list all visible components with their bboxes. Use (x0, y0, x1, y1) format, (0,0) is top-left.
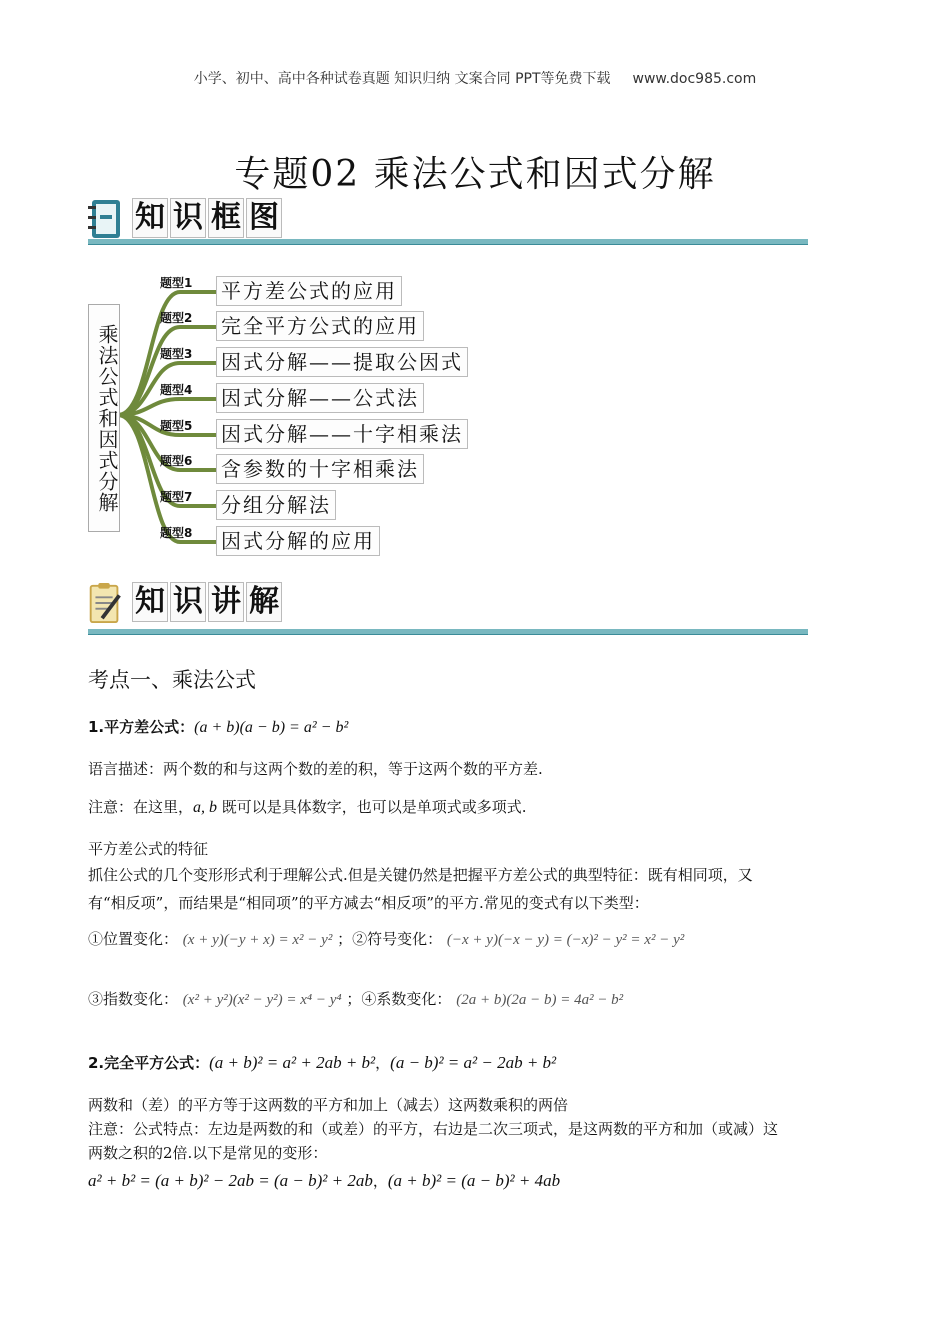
mindmap-leaf: 因式分解——提取公因式 (216, 347, 468, 377)
clipboard-pen-icon (88, 582, 122, 624)
v3-formula: (x² + y²)(x² − y²) = x⁴ − y⁴ (182, 992, 342, 1008)
section-rule (88, 629, 808, 635)
section-heading-char: 识 (170, 582, 206, 622)
mindmap-tag: 题型6 (160, 454, 193, 468)
formula2-sep: ， (375, 1054, 391, 1072)
section-heading-char: 讲 (208, 582, 244, 622)
mindmap-tag: 题型5 (160, 419, 193, 433)
v2-label: ；②符号变化： (337, 930, 443, 948)
note2-line-1: 注意：公式特点：左边是两数的和（或差）的平方，右边是二次三项式，是这两数的平方和加（或减）这 (88, 1120, 779, 1138)
section-heading-char: 知 (132, 198, 168, 238)
section-heading-char: 识 (170, 198, 206, 238)
mindmap-tag: 题型2 (160, 311, 193, 325)
mindmap-leaf: 平方差公式的应用 (216, 276, 402, 306)
page-title: 专题02 乘法公式和因式分解 (234, 154, 716, 195)
formula2a: (a + b)² = a² + 2ab + b² (209, 1053, 376, 1072)
v3-label: ③指数变化： (88, 990, 179, 1008)
formula1-line (88, 716, 348, 737)
feature-title: 平方差公式的特征 (88, 840, 209, 858)
v2-formula: (−x + y)(−x − y) = (−x)² − y² = x² − y² (446, 932, 685, 948)
formula2-label: 2.完全平方公式： (88, 1054, 210, 1072)
section-heading-char: 解 (246, 582, 282, 622)
formula3-sep: ， (372, 1172, 388, 1190)
note1-a: 注意：在这里， (88, 798, 194, 816)
feature-line-1: 抓住公式的几个变形形式利于理解公式.但是关键仍然是把握平方差公式的典型特征：既有相同项，又 (88, 866, 753, 884)
mindmap-leaf: 因式分解——公式法 (216, 383, 424, 413)
mindmap-tag: 题型7 (160, 490, 193, 504)
feature-line-2: 有“相反项”，而结果是“相同项”的平方减去“相反项”的平方.常见的变式有以下类型： (88, 894, 649, 912)
notebook-icon (88, 198, 122, 240)
mindmap-root: 乘法公式和因式分解 (88, 304, 120, 532)
section-heading-char: 图 (246, 198, 282, 238)
note2-line-2: 两数之积的2倍.以下是常见的变形： (88, 1144, 328, 1162)
variation-row-1 (88, 928, 684, 949)
note1 (88, 796, 527, 817)
v4-label: ；④系数变化： (346, 990, 452, 1008)
header-url[interactable]: www.doc985.com (632, 71, 757, 87)
mindmap-tag: 题型8 (160, 526, 193, 540)
mindmap-leaf: 因式分解——十字相乘法 (216, 419, 468, 449)
mindmap-tag: 题型1 (160, 276, 193, 290)
kp1-heading: 考点一、乘法公式 (88, 668, 256, 692)
formula3b: (a + b)² = (a − b)² + 4ab (387, 1171, 561, 1190)
formula3-line (88, 1170, 560, 1191)
mindmap-leaf: 分组分解法 (216, 490, 336, 520)
v1-formula: (x + y)(−y + x) = x² − y² (182, 932, 333, 948)
section-heading-explanation (88, 582, 388, 630)
formula2b: (a − b)² = a² − 2ab + b² (390, 1053, 557, 1072)
v4-formula: (2a + b)(2a − b) = 4a² − b² (456, 992, 624, 1008)
desc2: 两数和（差）的平方等于这两数的平方和加上（减去）这两数乘积的两倍 (88, 1096, 569, 1114)
formula1: (a + b)(a − b) = a² − b² (194, 719, 349, 736)
section-rule (88, 239, 808, 245)
mindmap-leaf: 因式分解的应用 (216, 526, 380, 556)
mindmap-leaf: 完全平方公式的应用 (216, 311, 424, 341)
mindmap-tag: 题型3 (160, 347, 193, 361)
page-header (0, 68, 950, 88)
desc1: 语言描述：两个数的和与这两个数的差的积，等于这两个数的平方差. (88, 760, 543, 778)
formula1-label: 1.平方差公式： (88, 718, 195, 736)
mindmap-tag: 题型4 (160, 383, 193, 397)
formula3a: a² + b² = (a + b)² − 2ab = (a − b)² + 2ab (88, 1171, 373, 1190)
v1-label: ①位置变化： (88, 930, 179, 948)
note1-math: a, b (193, 799, 218, 816)
note1-b: 既可以是具体数字，也可以是单项式或多项式. (221, 798, 527, 816)
formula2-line (88, 1052, 556, 1073)
header-text: 小学、初中、高中各种试卷真题 知识归纳 文案合同 PPT等免费下载 (193, 71, 611, 87)
variation-row-2 (88, 988, 623, 1009)
mindmap-leaf: 含参数的十字相乘法 (216, 454, 424, 484)
section-heading-char: 框 (208, 198, 244, 238)
section-heading-char: 知 (132, 582, 168, 622)
